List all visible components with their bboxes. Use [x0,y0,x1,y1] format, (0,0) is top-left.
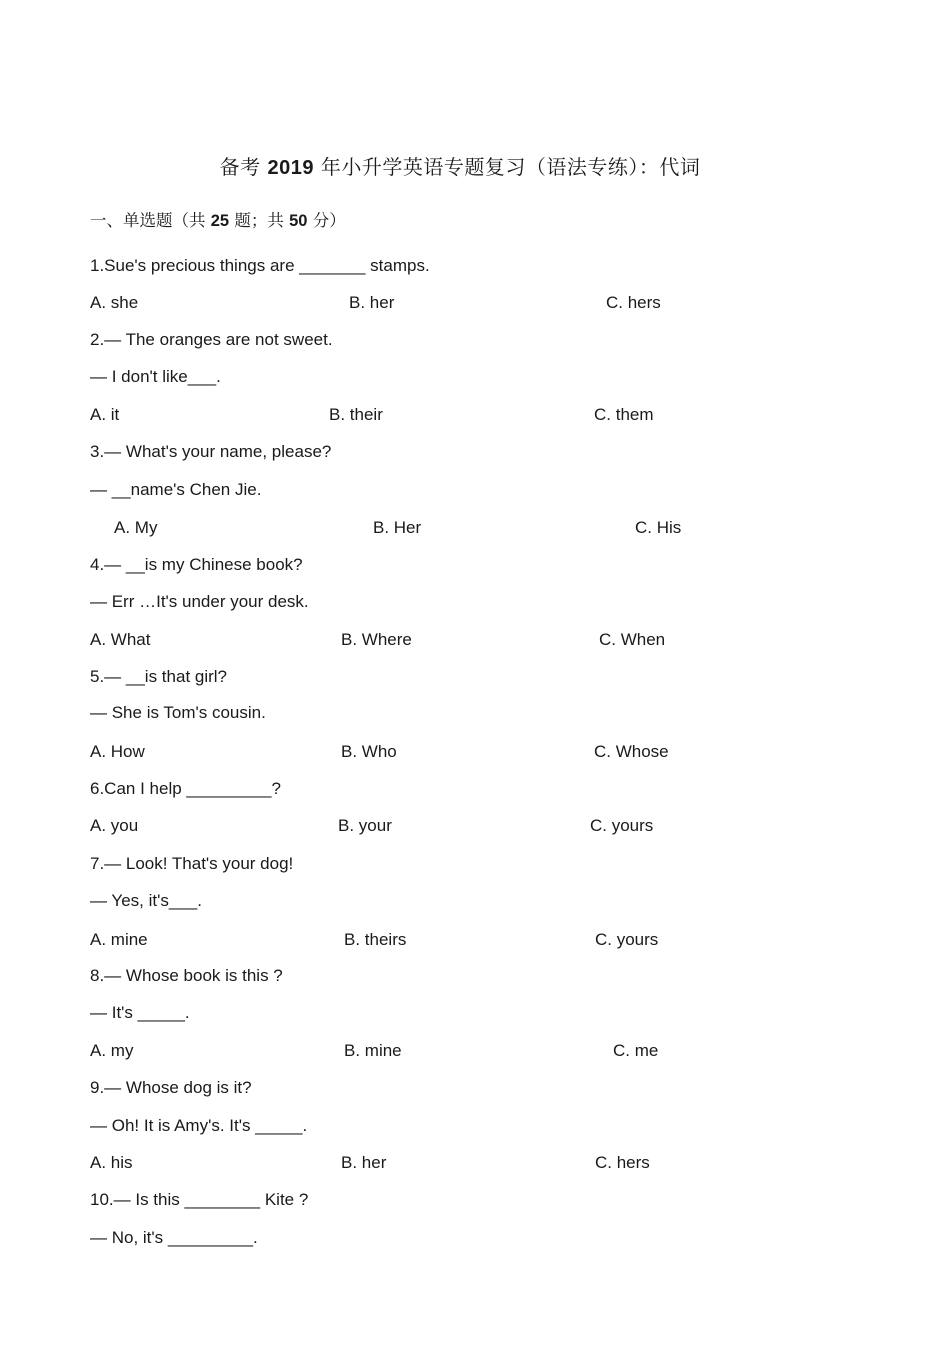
question-1-option-a[interactable]: A. she [90,293,139,312]
question-3-option-c[interactable]: C. His [635,518,682,537]
question-2-option-b[interactable]: B. their [329,405,383,424]
question-3-line-2: — __name's Chen Jie. [90,480,262,499]
question-9-option-a[interactable]: A. his [90,1153,133,1172]
question-7-option-a[interactable]: A. mine [90,930,148,949]
question-5-option-c[interactable]: C. Whose [594,742,669,761]
question-2-line-2: — I don't like___. [90,367,221,386]
question-5-option-b[interactable]: B. Who [341,742,397,761]
question-5-option-a[interactable]: A. How [90,742,145,761]
question-8-line-2: — It's _____. [90,1003,190,1022]
question-10-line-1: 10.— Is this ________ Kite ? [90,1190,309,1209]
question-3-option-b[interactable]: B. Her [373,518,422,537]
question-7-line-2: — Yes, it's___. [90,891,202,910]
question-4-line-2: — Err …It's under your desk. [90,592,309,611]
question-6-option-b[interactable]: B. your [338,816,392,835]
question-4-option-a[interactable]: A. What [90,630,151,649]
question-3-option-a[interactable]: A. My [114,518,158,537]
page-title: 备考 2019 年小升学英语专题复习（语法专练）：代词 [219,155,701,179]
question-4-option-b[interactable]: B. Where [341,630,412,649]
question-1-option-b[interactable]: B. her [349,293,395,312]
question-8-option-b[interactable]: B. mine [344,1041,402,1060]
section-heading: 一、单选题（共 25 题；共 50 分） [90,211,346,230]
question-7-option-c[interactable]: C. yours [595,930,659,949]
question-9-option-c[interactable]: C. hers [595,1153,650,1172]
question-2-option-a[interactable]: A. it [90,405,120,424]
question-7-option-b[interactable]: B. theirs [344,930,407,949]
question-9-line-2: — Oh! It is Amy's. It's _____. [90,1116,308,1135]
question-6-option-c[interactable]: C. yours [590,816,654,835]
question-4-option-c[interactable]: C. When [599,630,666,649]
question-6-option-a[interactable]: A. you [90,816,139,835]
question-9-line-1: 9.— Whose dog is it? [90,1078,252,1097]
question-1-line-1: 1.Sue's precious things are _______ stamps. [90,256,430,275]
question-8-option-c[interactable]: C. me [613,1041,659,1060]
question-8-line-1: 8.— Whose book is this ? [90,966,283,985]
question-9-option-b[interactable]: B. her [341,1153,387,1172]
question-6-line-1: 6.Can I help _________? [90,779,281,798]
question-4-line-1: 4.— __is my Chinese book? [90,555,303,574]
question-2-line-1: 2.— The oranges are not sweet. [90,330,333,349]
question-3-line-1: 3.— What's your name, please? [90,442,332,461]
question-7-line-1: 7.— Look! That's your dog! [90,854,294,873]
question-2-option-c[interactable]: C. them [594,405,654,424]
question-5-line-1: 5.— __is that girl? [90,667,228,686]
question-1-option-c[interactable]: C. hers [606,293,661,312]
question-5-line-2: — She is Tom's cousin. [90,703,266,722]
question-10-line-2: — No, it's _________. [90,1228,258,1247]
question-8-option-a[interactable]: A. my [90,1041,134,1060]
